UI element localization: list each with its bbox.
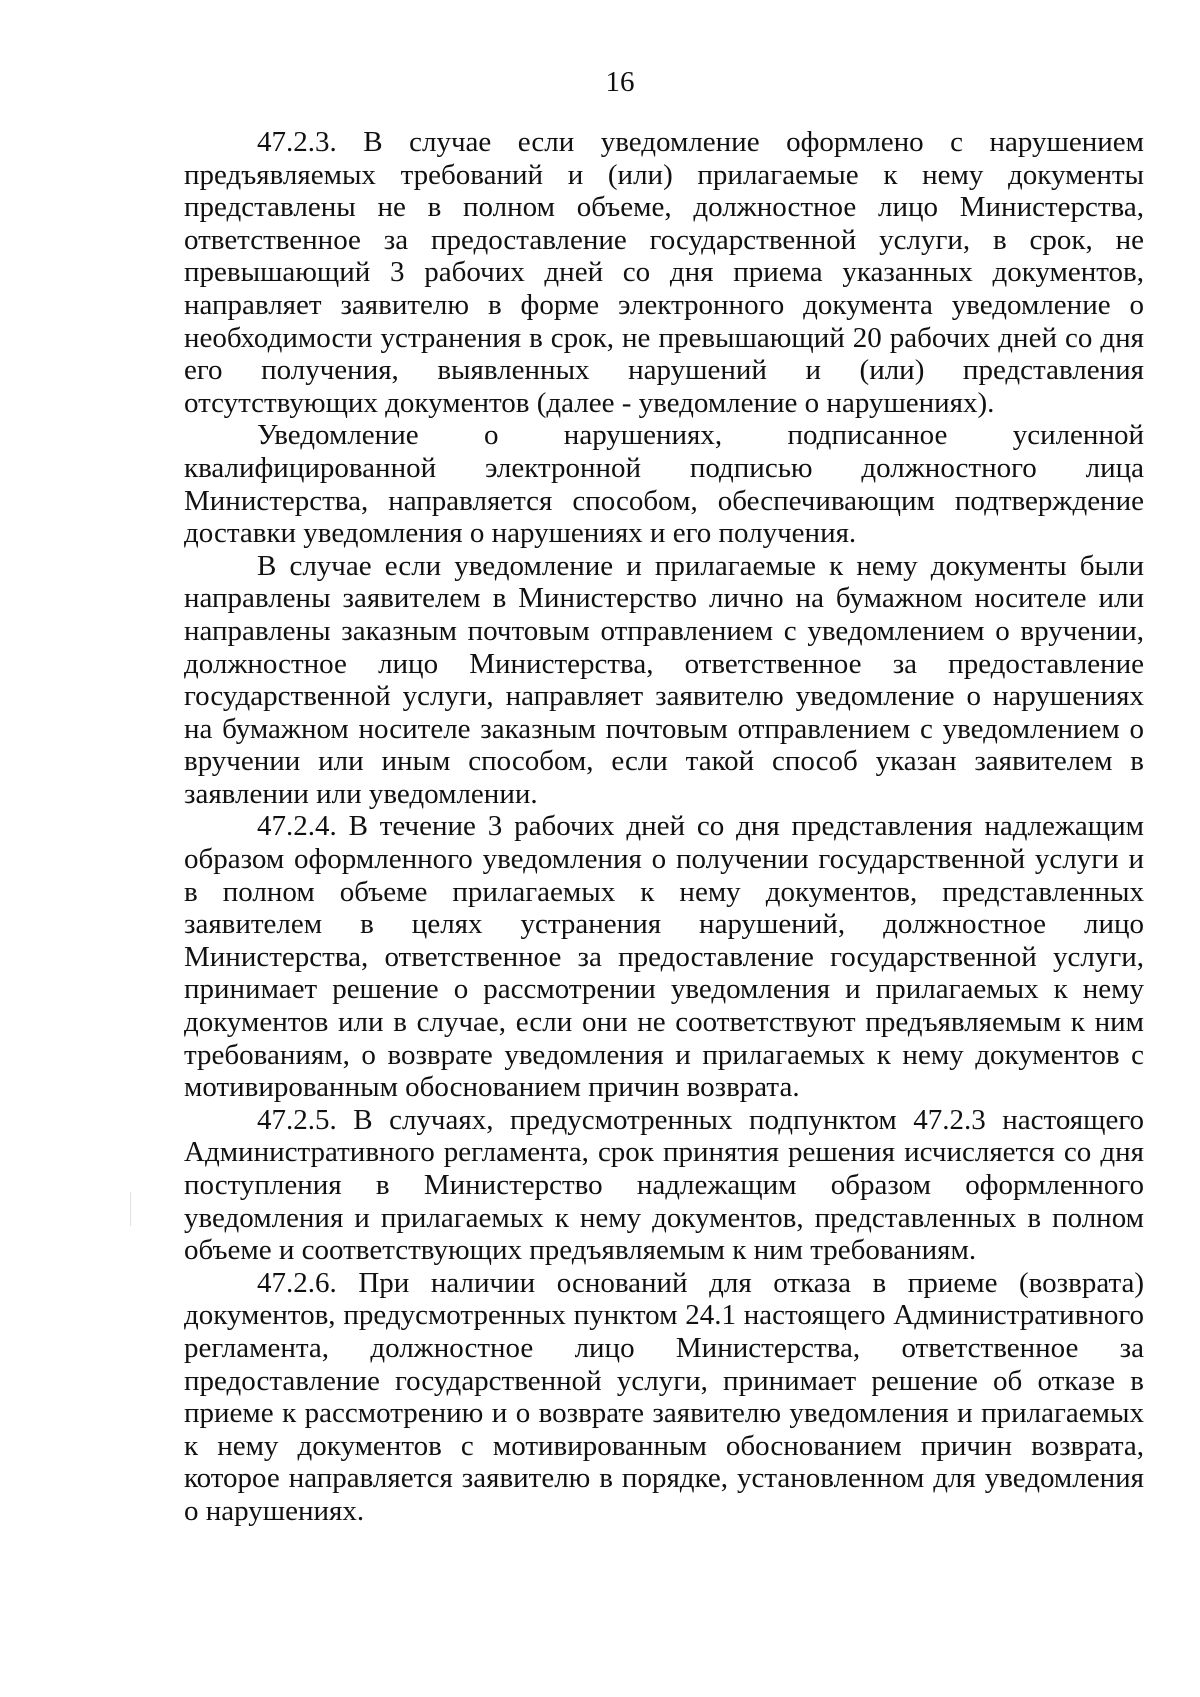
paragraph-notice-signature: Уведомление о нарушениях, подписанное усиленной квалифицированной электронной подписью должностного лица Министерства, направляется способом, обеспечивающим подтверждение доставки уведомления о нарушениях и его получения. <box>184 419 1144 550</box>
paragraph-47-2-4: 47.2.4. В течение 3 рабочих дней со дня представления надлежащим образом оформленного уведомления о получении государственной услуги и в полном объеме прилагаемых к нему документов, представленных заявителем в целях устранения нарушений, должностное лицо Министерства, ответственное за предоставление государственной услуги, принимает решение о рассмотрении уведомления и прилагаемых к нему документов или в случае, если они не соответствуют предъявляемым к ним требованиям, о возврате уведомления и прилагаемых к нему документов с мотивированным обоснованием причин возврата. <box>184 810 1144 1104</box>
paragraph-47-2-6: 47.2.6. При наличии оснований для отказа в приеме (возврата) документов, предусмотренных пунктом 24.1 настоящего Административного регламента, должностное лицо Министерства, ответственное за предоставление государственной услуги, принимает решение об отказе в приеме к рассмотрению и о возврате заявителю уведомления и прилагаемых к нему документов с мотивированным обоснованием причин возврата, которое направляется заявителю в порядке, установленном для уведомления о нарушениях. <box>184 1266 1144 1527</box>
paragraph-paper-notice: В случае если уведомление и прилагаемые к нему документы были направлены заявителем в Министерство лично на бумажном носителе или направлены заказным почтовым отправлением с уведомлением о вручении, должностное лицо Министерства, ответственное за предоставление государственной услуги, направляет заявителю уведомление о нарушениях на бумажном носителе заказным почтовым отправлением с уведомлением о вручении или иным способом, если такой способ указан заявителем в заявлении или уведомлении. <box>184 549 1144 810</box>
document-body <box>184 126 1144 1528</box>
scan-margin-mark <box>130 1192 131 1226</box>
paragraph-47-2-5: 47.2.5. В случаях, предусмотренных подпунктом 47.2.3 настоящего Административного регламента, срок принятия решения исчисляется со дня поступления в Министерство надлежащим образом оформленного уведомления и прилагаемых к нему документов, представленных в полном объеме и соответствующих предъявляемым к ним требованиям. <box>184 1103 1144 1267</box>
page-number: 16 <box>605 66 635 98</box>
paragraph-47-2-3: 47.2.3. В случае если уведомление оформлено с нарушением предъявляемых требований и (или) прилагаемые к нему документы представлены не в полном объеме, должностное лицо Министерства, ответственное за предоставление государственной услуги, в срок, не превышающий 3 рабочих дней со дня приема указанных документов, направляет заявителю в форме электронного документа уведомление о необходимости устранения в срок, не превышающий 20 рабочих дней со дня его получения, выявленных нарушений и (или) представления отсутствующих документов (далее - уведомление о нарушениях). <box>184 126 1144 419</box>
